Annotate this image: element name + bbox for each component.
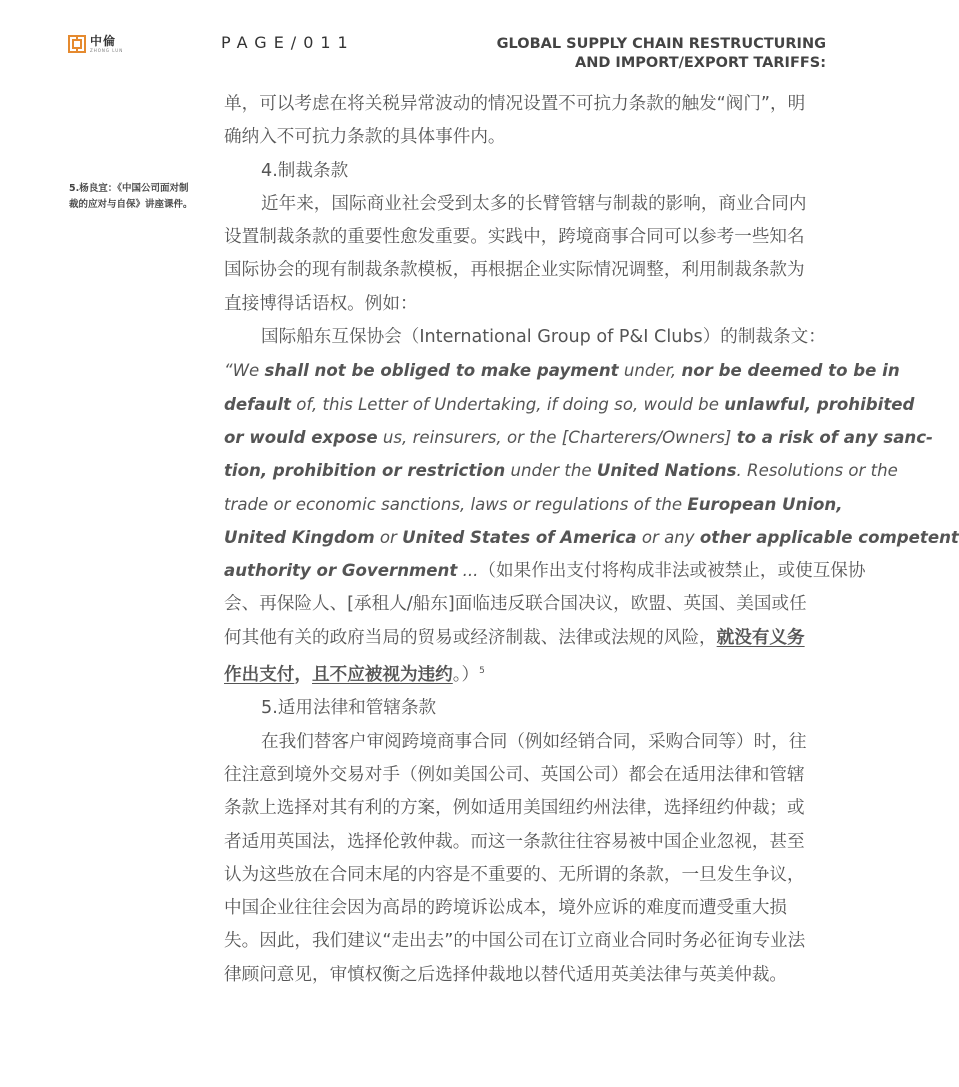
quote-line [224, 554, 866, 588]
quote-fragment: trade or economic sanctions, laws or regulations of the [224, 494, 688, 514]
footnote-marker: 5 [479, 666, 485, 677]
logo-chinese-text: 中倫 [90, 34, 117, 48]
quote-bold-fragment: default [224, 394, 291, 414]
emphasis-underlined: 且不应被视为违约 [312, 665, 453, 686]
quote-bold-fragment: European Union, [687, 494, 843, 514]
text-line: 失。因此，我们建议“走出去”的中国公司在订立商业合同时务必征询专业法 [224, 931, 806, 952]
text-line: 国际船东互保协会（International Group of P&I Clubs）的制裁条文： [261, 327, 826, 348]
quote-bold-fragment: nor be deemed to be in [681, 361, 900, 381]
quote-bold-fragment: tion, prohibition or restriction [224, 461, 506, 481]
page-label: PAGE [221, 33, 291, 52]
quote-line [224, 388, 915, 421]
text-line [224, 655, 826, 692]
text-line: 在我们替客户审阅跨境商事合同（例如经销合同，采购合同等）时，往 [261, 731, 807, 752]
title-line-2: AND IMPORT/EXPORT TARIFFS: [574, 55, 826, 71]
emphasis-underlined: 作出支付 [224, 665, 295, 686]
zhonglun-logo-icon [68, 35, 86, 53]
main-content [224, 88, 959, 992]
quote-fragment: us, reinsurers, or the [Charterers/Owners] [377, 427, 737, 447]
section-heading-governing-law: 5.适用法律和管辖条款 [261, 698, 437, 719]
quote-bold-fragment: unlawful, prohibited [724, 394, 915, 414]
punctuation: ， [294, 665, 312, 686]
text-line: 者适用英国法，选择伦敦仲裁。而这一条款往往容易被中国企业忽视，甚至 [224, 831, 805, 852]
quote-bold-fragment: United Kingdom [224, 527, 375, 547]
quote-bold-fragment: United Nations [596, 461, 737, 481]
firm-logo [68, 35, 123, 53]
quote-fragment: “We [224, 361, 265, 381]
quote-line [224, 521, 959, 554]
quote-bold-fragment: or would expose [224, 427, 378, 447]
translation-fragment: 何其他有关的政府当局的贸易或经济制裁、法律或法规的风险， [224, 627, 717, 648]
text-line: 会、再保险人、[承租人/船东]面临违反联合国决议，欧盟、英国、美国或任 [224, 594, 807, 615]
quote-fragment: under the [505, 461, 597, 481]
document-title [497, 35, 826, 73]
text-line [224, 622, 826, 655]
quote-fragment: . Resolutions or the [736, 461, 898, 481]
text-line: 单，可以考虑在将关税异常波动的情况设置不可抗力条款的触发“阀门”，明 [224, 94, 806, 114]
text-line: 条款上选择对其有利的方案，例如适用美国纽约州法律，选择纽约仲裁；或 [224, 798, 805, 819]
quote-fragment: of, this Letter of Undertaking, if doing so, would be [290, 394, 725, 414]
page-separator: / [290, 33, 304, 52]
quote-line [224, 454, 898, 487]
footnote-sidenote: 5.杨良宜：《中国公司面对制裁的应对与自保》讲座课件。 [69, 183, 193, 210]
quote-line [224, 488, 843, 521]
title-line-1: GLOBAL SUPPLY CHAIN RESTRUCTURING [496, 36, 826, 52]
text-line: 认为这些放在合同末尾的内容是不重要的、无所谓的条款，一旦发生争议， [224, 864, 805, 885]
quote-bold-fragment: other applicable competent [699, 527, 959, 547]
page-number [221, 33, 355, 52]
page-number-value: 011 [303, 33, 355, 52]
quote-fragment: ... [457, 561, 479, 581]
quote-line [224, 421, 933, 454]
text-line: 国际协会的现有制裁条款模板，再根据企业实际情况调整，利用制裁条款为 [224, 260, 805, 281]
text-line: 确纳入不可抗力条款的具体事件内。 [224, 127, 506, 148]
emphasis-underlined: 就没有义务 [716, 627, 805, 648]
text-line: 直接博得话语权。例如： [224, 293, 418, 314]
text-line: 往注意到境外交易对手（例如美国公司、英国公司）都会在适用法律和管辖 [224, 764, 805, 785]
translation-fragment: （如果作出支付将构成非法或被禁止，或使互保协 [478, 561, 866, 582]
quote-fragment: or any [636, 527, 700, 547]
text-line: 中国企业往往会因为高昂的跨境诉讼成本，境外应诉的难度而遭受重大损 [224, 898, 788, 919]
text-line: 设置制裁条款的重要性愈发重要。实践中，跨境商事合同可以参考一些知名 [224, 227, 805, 248]
logo-english-text: ZHONG LUN [90, 48, 124, 53]
section-heading-sanctions: 4.制裁条款 [261, 160, 349, 181]
quote-bold-fragment: United States of America [402, 527, 637, 547]
quote-fragment: or [374, 527, 403, 547]
quote-bold-fragment: to a risk of any sanc- [736, 427, 933, 447]
quote-bold-fragment: authority or Government [224, 561, 458, 581]
quote-fragment: under, [618, 361, 682, 381]
text-line: 律顾问意见，审慎权衡之后选择仲裁地以替代适用英美法律与英美仲裁。 [224, 964, 788, 985]
quote-bold-fragment: shall not be obliged to make payment [264, 361, 619, 381]
text-line: 近年来，国际商业社会受到太多的长臂管辖与制裁的影响，商业合同内 [261, 193, 807, 214]
quote-line [224, 354, 900, 387]
punctuation: 。） [452, 665, 480, 686]
